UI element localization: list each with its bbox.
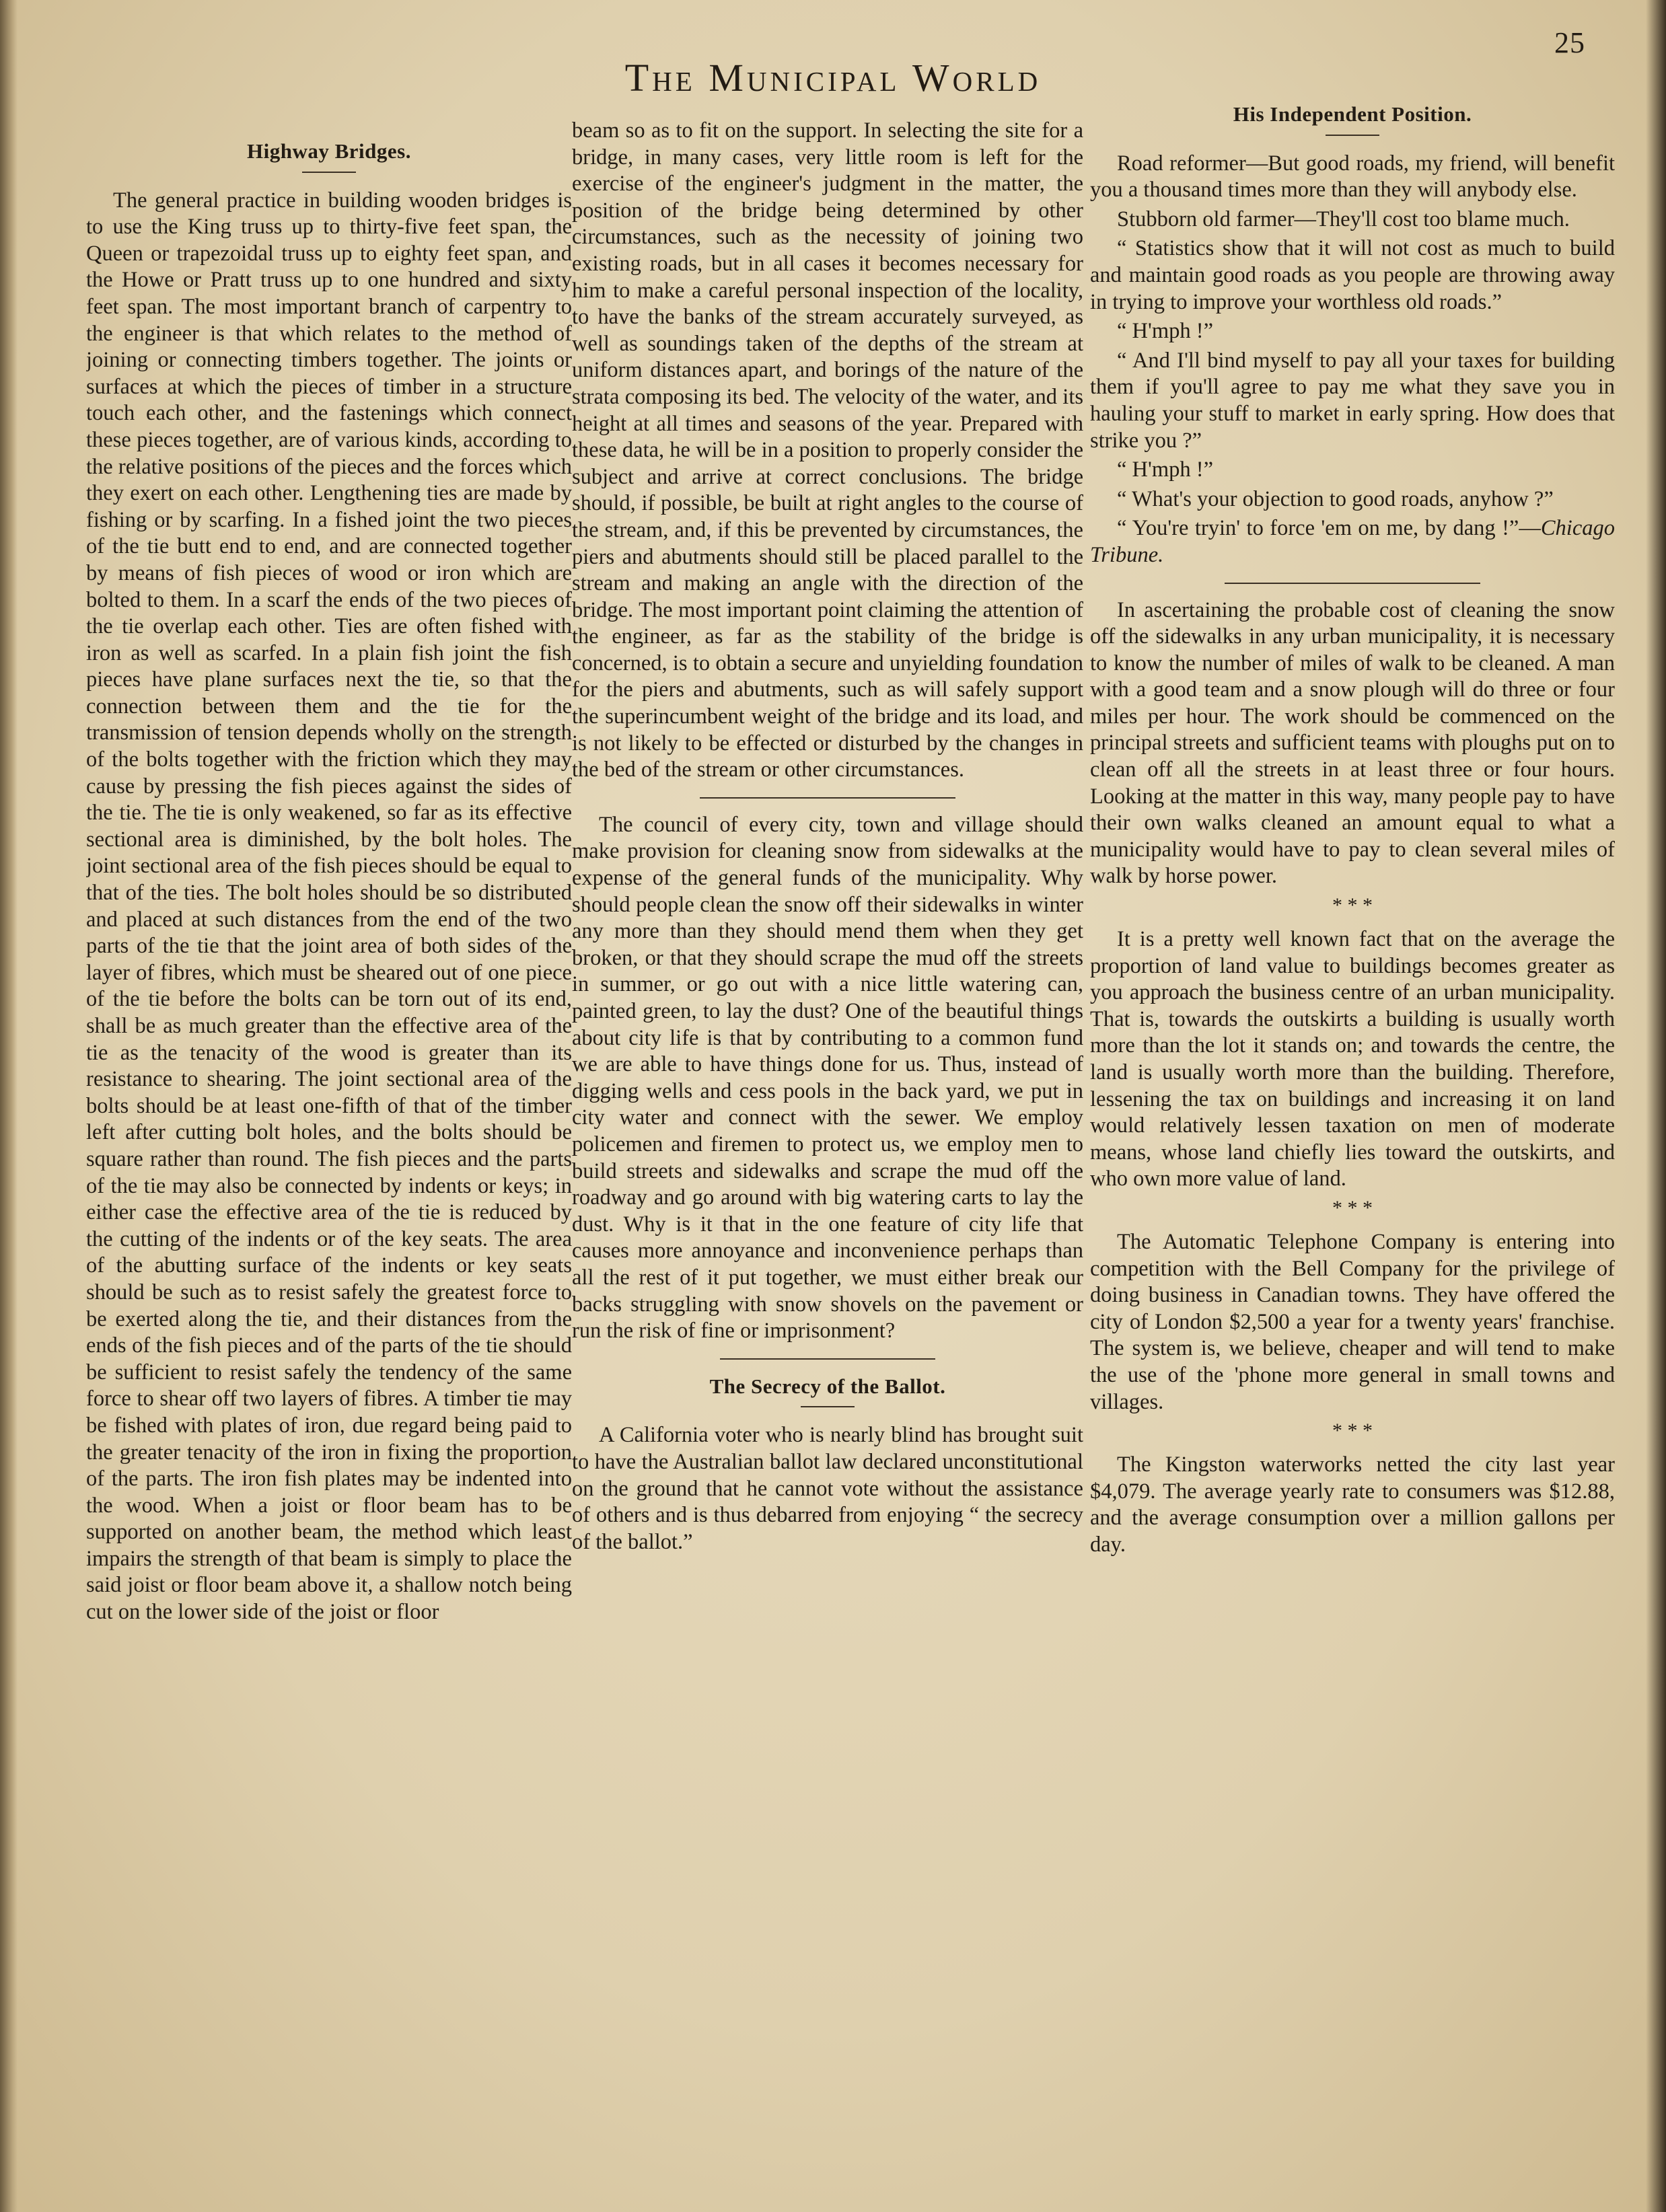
heading-dash [1326, 135, 1379, 136]
page-edge-shadow [1646, 0, 1666, 2212]
article-heading-secrecy-ballot: The Secrecy of the Ballot. [709, 1374, 946, 1398]
article-body-telephone: The Automatic Telephone Company is entering into competition with the Bell Company for the privilege of doing business in Canadian towns. They have offered the city of London $2,500 a year for a twenty years' franchise. The system is, we believe, cheaper and will tend to make the use of the 'phone more general in small towns and villages. [1090, 1229, 1615, 1414]
star-separator: * * * [1332, 894, 1373, 917]
article-body-snow-cost: In ascertaining the probable cost of cleaning the snow off the sidewalks in any urban municipality, it is necessary to know the number of miles of walk to be cleaned. A man with a good team and a snow plough will do three or four miles per hour. The work should be commenced on the principal streets and sufficient teams with ploughs put on to clean off all the streets in at least three or four hours. Looking at the matter in this way, many people pay to have their own walks cleaned an amount equal to what a municipality would have to pay to clean several miles of walk by horse power. [1090, 597, 1615, 889]
page-spine-shadow [0, 0, 17, 2212]
article-body-secrecy-ballot: A California voter who is nearly blind has brought suit to have the Australian ballot law declared unconstitutional on the ground that he cannot vote without the assistance of others and is thus debarred from enjoying “ the secrecy of the ballot.” [572, 1423, 1083, 1554]
heading-dash [801, 1406, 855, 1407]
dialogue-line: “ And I'll bind myself to pay all your taxes for building them if you'll agree to pay me what they save you in hauling your stuff to market in early spring. How does that strike you ?” [1090, 348, 1615, 453]
article-separator-rule [1225, 583, 1480, 584]
article-separator-rule [720, 1358, 935, 1360]
page-number: 25 [1554, 26, 1585, 59]
column-3 [1090, 101, 1615, 2139]
dialogue-last-line-text: “ You're tryin' to force 'em on me, by dang !”— [1117, 516, 1541, 541]
heading-dash [302, 172, 356, 173]
star-separator: * * * [1332, 1420, 1373, 1442]
dialogue-line: “ H'mph !” [1117, 319, 1214, 344]
article-body-snow-cleaning: The council of every city, town and village should make provision for cleaning snow from sidewalks at the expense of the general funds of the municipality. Why should people clean the snow off their sidewalks in winter any more than they should mend them when they get broken, or that they should scrape the mud off the streets in summer, or go out with a nice little watering can, painted green, to lay the dust? One of the beautiful things about city life is that by contributing to a common fund we are able to have things done for us. Thus, instead of digging wells and cess pools in the back yard, we put in city water and connect with the sewer. We employ policemen and firemen to protect us, we employ men to build streets and sidewalks and scrape the mud off the roadway and go around with big watering carts to lay the dust. Why is it that in the one feature of city life that causes more annoyance and inconvenience perhaps than all the rest of it put together, we must either break our backs struggling with snow shovels on the pavement or run the risk of fine or imprisonment? [572, 812, 1083, 1343]
article-body-waterworks: The Kingston waterworks netted the city last year $4,079. The average yearly rate to consumers was $12.88, and the average consumption over a million gallons per day. [1090, 1452, 1615, 1557]
source-credit: Chicago Tribune. [1090, 516, 1615, 567]
dialogue-line: Road reformer—But good roads, my friend, will benefit you a thousand times more than they will anybody else. [1090, 151, 1615, 202]
article-heading-highway-bridges: Highway Bridges. [247, 139, 411, 163]
article-body-land-value: It is a pretty well known fact that on the average the proportion of land value to buildings becomes greater as you approach the business centre of an urban municipality. That is, towards the outskirts a building is usually worth more than the lot it stands on; and towards the centre, the land is usually worth more than the building. Therefore, lessening the tax on buildings and increasing it on land would relatively lessen taxation on men of moderate means, whose land chiefly lies toward the outskirts, and who own more value of land. [1090, 927, 1615, 1191]
column-2 [572, 118, 1083, 2156]
article-heading-independent-position: His Independent Position. [1233, 102, 1472, 126]
masthead-title: The Municipal World [624, 56, 1042, 100]
dialogue-line: Stubborn old farmer—They'll cost too blame much. [1117, 207, 1570, 231]
dialogue-line: “ H'mph !” [1117, 457, 1214, 482]
article-continuation-highway-bridges: beam so as to fit on the support. In selecting the site for a bridge, in many cases, very little room is left for the exercise of the engineer's judgment in the matter, the position of the bridge being determined by other circumstances, such as the necessity of joining two existing roads, but in all cases it becomes necessary for him to make a careful personal inspection of the locality, to have the banks of the stream accurately surveyed, as well as soundings taken of the depths of the stream at uniform distances apart, and borings of the nature of the strata composing its bed. The velocity of the water, and its height at all times and seasons of the year. Prepared with these data, he will be in a position to properly consider the subject and arrive at correct conclusions. The bridge should, if possible, be built at right angles to the course of the stream, and, if this be prevented by circumstances, the piers and abutments should still be placed parallel to the stream and making an angle with the direction of the bridge. The most important point claiming the attention of the engineer, as far as the stability of the bridge is concerned, is to obtain a secure and unyielding foundation for the piers and abutments, such as will safely support the superincumbent weight of the bridge and its load, and is not likely to be effected or disturbed by the changes in the bed of the stream or other circumstances. [572, 118, 1083, 782]
dialogue-last-line [1090, 515, 1615, 568]
dialogue-line: “ Statistics show that it will not cost as much to build and maintain good roads as you people are throwing away in trying to improve your worthless old roads.” [1090, 236, 1615, 314]
star-separator: * * * [1332, 1196, 1373, 1219]
article-separator-rule [700, 797, 955, 799]
column-1 [86, 138, 572, 2176]
dialogue-line: “ What's your objection to good roads, anyhow ?” [1117, 486, 1554, 511]
article-body-highway-bridges: The general practice in building wooden bridges is to use the King truss up to thirty-five feet span, the Queen or trapezoidal truss up to eighty feet span, and the Howe or Pratt truss up to one hundred and sixty feet span. The most important branch of carpentry to the engineer is that which relates to the method of joining or connecting timbers together. The joints or surfaces at which the pieces of timber in a structure touch each other, and the fastenings which connect these pieces together, are of various kinds, according to the relative positions of the pieces and the forces which they exert on each other. Lengthening ties are made by fishing or by scarfing. In a fished joint the two pieces of the tie butt end to end, and are connected together by means of fish pieces of wood or iron which are bolted to them. In a scarf the ends of the two pieces of the tie overlap each other. Ties are often fished with iron as well as scarfed. In a plain fish joint the fish pieces have plane surfaces next the tie, so that the connection between them and the tie for the transmission of tension depends wholly on the strength of the bolts together with the friction which they may cause by pressing the fish pieces against the sides of the tie. The tie is only weakened, so far as its effective sectional area is diminished, by the bolt holes. The joint sectional area of the fish pieces should be equal to that of the ties. The bolt holes should be so distributed and placed at such distances from the end of the two parts of the tie that the joint area of both sides of the layer of fibres, which must be sheared out of one piece of the tie before the bolts can be torn out of its end, shall be as much greater than the effective area of the tie as the tenacity of the wood is greater than its resistance to shearing. The joint sectional area of the bolts should be at least one-fifth of that of the timber left after cutting bolt holes, and the bolts should be square rather than round. The fish pieces and the parts of the tie may also be connected by indents or keys; in either case the effective area of the tie is reduced by the cutting of the indents or of the key seats. The area of the abutting surface of the indents or key seats should be such as to resist safely the greatest force to be exerted along the tie, and their distances from the ends of the fish pieces and of the parts of the tie should be sufficient to resist safely the tendency of the same force to shear off two layers of fibres. A timber tie may be fished with plates of iron, due regard being paid to the greater tenacity of the iron in fixing the proportion of the parts. The iron fish plates may be indented into the wood. When a joist or floor beam has to be supported on another beam, the method which least impairs the strength of that beam is simply to place the said joist or floor beam above it, a shallow notch being cut on the lower side of the joist or floor [86, 188, 572, 1625]
